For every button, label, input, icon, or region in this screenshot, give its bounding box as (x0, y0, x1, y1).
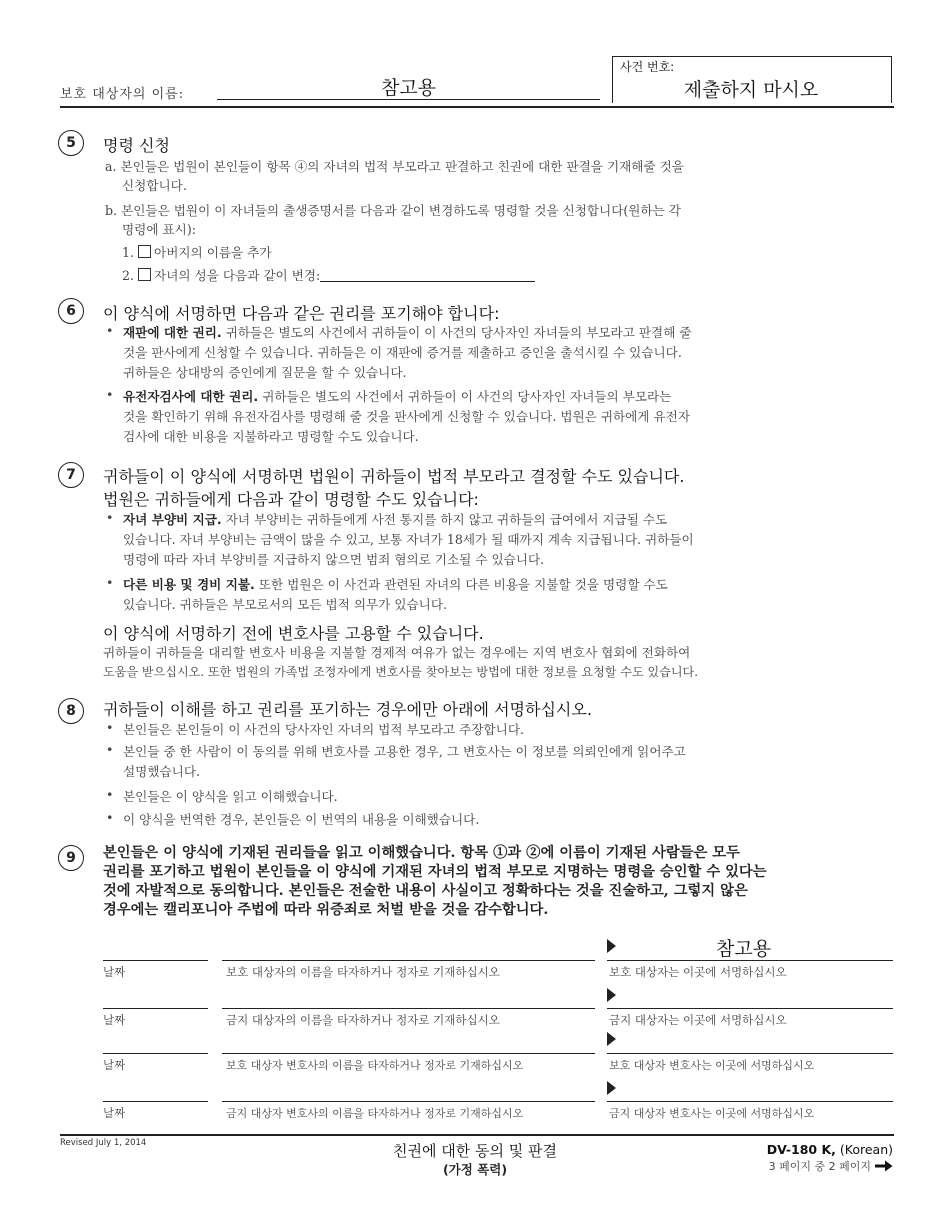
form-code-number: DV-180 K, (766, 1142, 836, 1157)
option-1-label: 아버지의 이름을 추가 (154, 245, 272, 260)
section-5-b-line2: 명령에 표시): (122, 222, 196, 237)
sign-arrow-icon (607, 939, 616, 953)
other-costs-text: 또한 법원은 이 사건과 관련된 자녀의 다른 비용을 지불할 것을 명령할 수도 (254, 577, 668, 592)
date-caption: 날짜 (103, 1106, 126, 1120)
trial-right-text: 귀하들은 별도의 사건에서 귀하들이 이 사건의 당사자인 자녀들의 부모라고 판결해 줄 (221, 325, 692, 340)
child-support-text: 자녀 부양비는 귀하들에게 사전 통지를 하지 않고 귀하들의 급여에서 지급될 수도 (221, 512, 668, 527)
dna-right-text: 귀하들은 별도의 사건에서 귀하들이 이 사건의 당사자인 자녀들의 부모라는 (258, 389, 672, 404)
section-9-line2: 권리를 포기하고 법원이 본인들을 이 양식에 기재된 자녀의 법적 부모로 지명하는 명령을 승인할 수 있다는 (103, 864, 767, 880)
section-7-number: 7 (58, 462, 84, 488)
name-caption: 보호 대상자 변호사의 이름을 타자하거나 정자로 기재하십시오 (226, 1059, 524, 1072)
signature-caption: 보호 대상자 변호사는 이곳에 서명하십시오 (609, 1059, 815, 1072)
child-surname-input[interactable] (320, 281, 535, 282)
page-indicator (700, 1158, 893, 1174)
bullet: • (106, 810, 114, 825)
bullet: • (106, 323, 114, 338)
bullet: • (106, 720, 114, 735)
signature-caption: 금지 대상자 변호사는 이곳에 서명하십시오 (609, 1107, 815, 1120)
signature-line[interactable] (607, 960, 893, 961)
signature-line[interactable] (607, 1101, 893, 1102)
form-subtitle: (가정 폭력) (442, 1162, 508, 1177)
section-6-trial-line2: 것을 판사에게 신청할 수 있습니다. 귀하들은 이 재판에 증거를 제출하고 증인을 출석시킬 수 있습니다. (123, 345, 682, 360)
other-costs-heading: 다른 비용 및 경비 지불. (123, 577, 255, 592)
dna-right-heading: 유전자검사에 대한 권리. (123, 389, 259, 404)
section-7-costs-line1 (123, 575, 668, 594)
option-2-label: 자녀의 성을 다음과 같이 변경: (154, 268, 321, 283)
form-code (700, 1142, 893, 1157)
lawyer-text-line2: 도움을 받으십시오. 또한 법원의 가족법 조정자에게 변호사를 찾아보는 방법에 대한 정보를 요청할 수도 있습니다. (103, 665, 699, 679)
option-2-number: 2. (122, 268, 135, 283)
section-9-number: 9 (58, 845, 84, 871)
case-number-label: 사건 번호: (620, 60, 675, 74)
section-5-number: 5 (58, 130, 84, 156)
form-code-language: (Korean) (835, 1142, 893, 1157)
trial-right-heading: 재판에 대한 권리. (123, 325, 222, 340)
sign-arrow-icon (607, 1032, 616, 1046)
lawyer-text-line1: 귀하들이 귀하들을 대리할 변호사 비용을 지불할 경제적 여유가 없는 경우에는 지역 변호사 협회에 전화하여 (103, 645, 691, 660)
form-title: 친권에 대한 동의 및 판결 (393, 1142, 557, 1160)
name-caption: 금지 대상자의 이름을 타자하거나 정자로 기재하십시오 (226, 1013, 500, 1027)
protected-name-field[interactable]: 참고용 (380, 77, 437, 99)
header-rule (60, 106, 894, 108)
section-8-item-1: 본인들은 본인들이 이 사건의 당사자인 자녀의 법적 부모라고 주장합니다. (123, 722, 524, 737)
section-7-title: 귀하들이 이 양식에 서명하면 법원이 귀하들이 법적 부모라고 결정할 수도 있습니다. (103, 467, 685, 486)
child-support-heading: 자녀 부양비 지급. (123, 512, 222, 527)
section-6-number: 6 (58, 298, 84, 324)
section-6-trial-line3: 귀하들은 상대방의 증인에게 질문을 할 수 있습니다. (123, 365, 407, 380)
signature-line[interactable] (607, 1008, 893, 1009)
section-7-support-line2: 있습니다. 자녀 부양비는 금액이 많을 수 있고, 보통 자녀가 18세가 될 때까지 계속 지급됩니다. 귀하들이 (123, 532, 694, 547)
section-5-option-1 (122, 243, 272, 262)
lawyer-title: 이 양식에 서명하기 전에 변호사를 고용할 수 있습니다. (103, 624, 484, 643)
page-number-text: 3 페이지 중 2 페이지 (768, 1160, 871, 1173)
name-line[interactable] (222, 1008, 595, 1009)
section-8-item-2-line1: 본인들 중 한 사람이 이 동의를 위해 변호사를 고용한 경우, 그 변호사는 이 정보를 의뢰인에게 읽어주고 (123, 744, 686, 759)
option-1-number: 1. (122, 245, 135, 260)
section-6-title: 이 양식에 서명하면 다음과 같은 권리를 포기해야 합니다: (103, 304, 500, 323)
footer-rule (60, 1134, 894, 1136)
section-8-item-2-line2: 설명했습니다. (123, 764, 200, 779)
section-5-a-line1: a. 본인들은 법원이 본인들이 항목 ④의 자녀의 법적 부모라고 판결하고 친권에 대한 판결을 기재해줄 것을 (105, 159, 684, 174)
signature-caption: 보호 대상자는 이곳에 서명하십시오 (609, 965, 787, 979)
section-8-title: 귀하들이 이해를 하고 권리를 포기하는 경우에만 아래에 서명하십시오. (103, 700, 592, 719)
signature-reference-text: 참고용 (716, 938, 772, 960)
date-line[interactable] (103, 1008, 208, 1009)
name-caption: 금지 대상자 변호사의 이름을 타자하거나 정자로 기재하십시오 (226, 1107, 524, 1120)
signature-line[interactable] (607, 1053, 893, 1054)
signature-caption: 금지 대상자는 이곳에 서명하십시오 (609, 1013, 787, 1027)
section-9-line4: 경우에는 캘리포니아 주법에 따라 위증죄로 처벌 받을 것을 감수합니다. (103, 902, 549, 918)
section-9-line1: 본인들은 이 양식에 기재된 권리들을 읽고 이해했습니다. 항목 ①과 ②에 이름이 기재된 사람들은 모두 (103, 845, 740, 861)
sign-arrow-icon (607, 988, 616, 1002)
section-7-costs-line2: 있습니다. 귀하들은 부모로서의 모든 법적 의무가 있습니다. (123, 597, 447, 612)
name-line[interactable] (222, 960, 595, 961)
bullet: • (106, 575, 114, 590)
name-caption: 보호 대상자의 이름을 타자하거나 정자로 기재하십시오 (226, 965, 500, 979)
bullet: • (106, 742, 114, 757)
bullet: • (106, 787, 114, 802)
section-8-item-3: 본인들은 이 양식을 읽고 이해했습니다. (123, 789, 338, 804)
section-5-option-2 (122, 266, 535, 285)
case-number-field[interactable]: 제출하지 마시오 (683, 79, 819, 101)
section-6-trial-line1 (123, 323, 692, 342)
next-page-arrow-icon (875, 1160, 893, 1172)
date-line[interactable] (103, 1053, 208, 1054)
date-line[interactable] (103, 960, 208, 961)
section-5-title: 명령 신청 (103, 136, 170, 155)
revised-date: Revised July 1, 2014 (60, 1138, 147, 1148)
section-6-dna-line3: 검사에 대한 비용을 지불하라고 명령할 수도 있습니다. (123, 429, 419, 444)
section-7-subtitle: 법원은 귀하들에게 다음과 같이 명령할 수도 있습니다: (103, 490, 479, 509)
bullet: • (106, 387, 114, 402)
section-6-dna-line1 (123, 387, 671, 406)
section-8-number: 8 (58, 698, 84, 724)
date-caption: 날짜 (103, 1058, 126, 1072)
section-6-dna-line2: 것을 확인하기 위해 유전자검사를 명령해 줄 것을 판사에게 신청할 수 있습니다. 법원은 귀하에게 유전자 (123, 409, 690, 424)
section-7-support-line1 (123, 510, 667, 529)
date-caption: 날짜 (103, 1013, 126, 1027)
date-line[interactable] (103, 1101, 208, 1102)
name-line[interactable] (222, 1101, 595, 1102)
section-5-b-line1: b. 본인들은 법원이 이 자녀들의 출생증명서를 다음과 같이 변경하도록 명령할 것을 신청합니다(원하는 각 (105, 203, 681, 218)
add-father-name-checkbox[interactable] (138, 245, 151, 258)
bullet: • (106, 510, 114, 525)
section-7-support-line3: 명령에 따라 자녀 부양비를 지급하지 않으면 범죄 혐의로 기소될 수 있습니다. (123, 552, 545, 567)
date-caption: 날짜 (103, 965, 126, 979)
section-9-line3: 것에 자발적으로 동의합니다. 본인들은 전술한 내용이 사실이고 정확하다는 것을 진술하고, 그렇지 않은 (103, 883, 748, 899)
change-child-surname-checkbox[interactable] (138, 268, 151, 281)
section-5-a-line2: 신청합니다. (122, 178, 187, 193)
protected-name-label: 보호 대상자의 이름: (60, 87, 185, 102)
section-8-item-4: 이 양식을 번역한 경우, 본인들은 이 번역의 내용을 이해했습니다. (123, 812, 480, 827)
name-line[interactable] (222, 1053, 595, 1054)
sign-arrow-icon (607, 1081, 616, 1095)
